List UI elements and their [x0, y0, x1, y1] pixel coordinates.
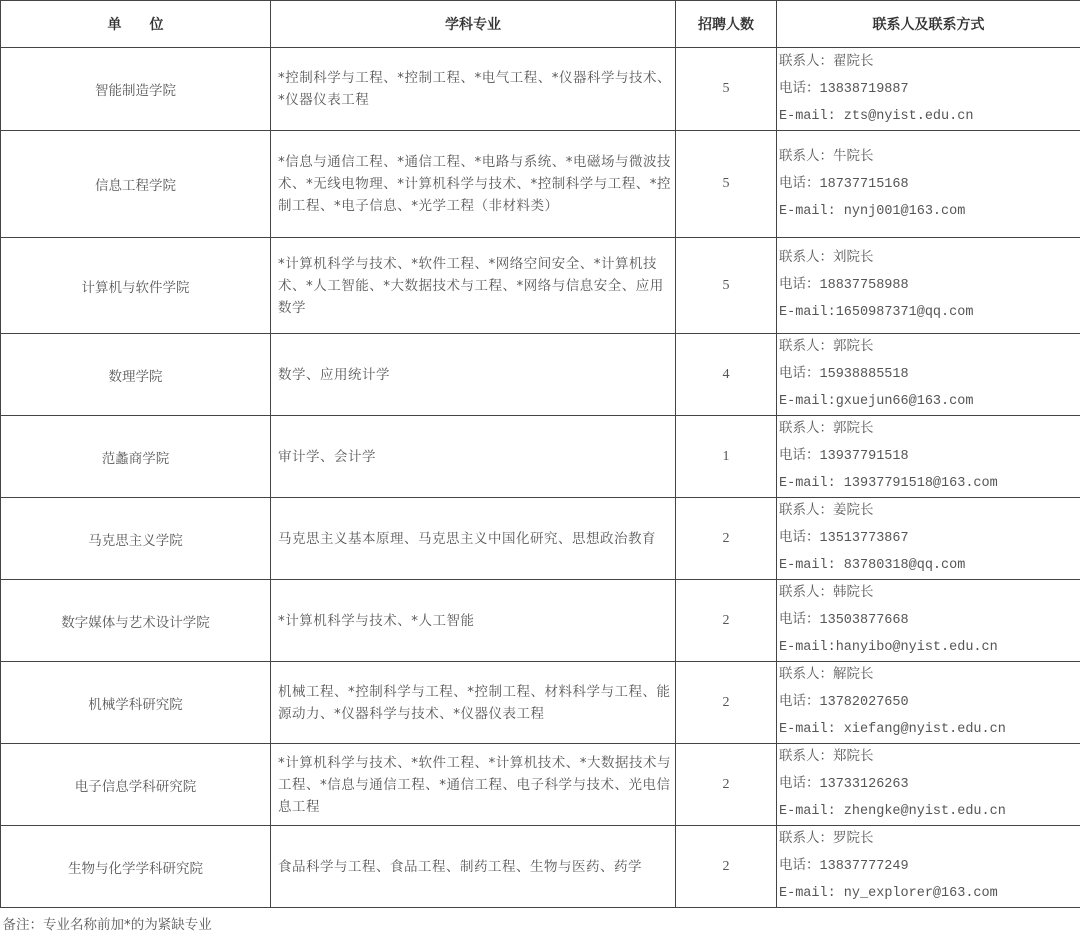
contact-phone: 电话：13838719887	[779, 81, 909, 97]
unit-cell: 计算机与软件学院	[1, 238, 271, 334]
major-cell: 食品科学与工程、食品工程、制药工程、生物与医药、药学	[271, 826, 676, 908]
count-cell: 5	[676, 131, 777, 238]
contact-cell	[777, 826, 1080, 908]
count-cell: 2	[676, 826, 777, 908]
count-cell: 5	[676, 48, 777, 131]
unit-cell: 范蠡商学院	[1, 416, 271, 498]
major-cell: 审计学、会计学	[271, 416, 676, 498]
major-cell: 数学、应用统计学	[271, 334, 676, 416]
contact-person: 联系人：郭院长	[779, 340, 874, 355]
contact-cell	[777, 334, 1080, 416]
contact-phone: 电话：13937791518	[779, 449, 909, 464]
contact-phone: 电话：13782027650	[779, 695, 909, 710]
contact-phone: 电话：13503877668	[779, 613, 909, 628]
contact-cell	[777, 131, 1080, 238]
header-major: 学科专业	[271, 1, 676, 48]
table-row	[1, 334, 1080, 416]
unit-cell: 数理学院	[1, 334, 271, 416]
contact-person: 联系人：郭院长	[779, 422, 874, 437]
count-cell: 2	[676, 744, 777, 826]
contact-person: 联系人：姜院长	[779, 504, 874, 519]
major-cell: *计算机科学与技术、*人工智能	[271, 580, 676, 662]
contact-email: E-mail: nynj001@163.com	[779, 203, 966, 219]
unit-cell: 数字媒体与艺术设计学院	[1, 580, 271, 662]
contact-email: E-mail:hanyibo@nyist.edu.cn	[779, 640, 998, 655]
contact-person: 联系人：解院长	[779, 668, 874, 683]
major-cell: *计算机科学与技术、*软件工程、*计算机技术、*大数据技术与工程、*信息与通信工程、*通信工程、电子科学与技术、光电信息工程	[271, 744, 676, 826]
major-cell: *控制科学与工程、*控制工程、*电气工程、*仪器科学与技术、*仪器仪表工程	[271, 48, 676, 131]
major-cell: 机械工程、*控制科学与工程、*控制工程、材料科学与工程、能源动力、*仪器科学与技术、*仪器仪表工程	[271, 662, 676, 744]
contact-email: E-mail:gxuejun66@163.com	[779, 394, 974, 409]
table-row	[1, 826, 1080, 908]
contact-phone: 电话：13513773867	[779, 531, 909, 546]
table-row	[1, 498, 1080, 580]
contact-cell	[777, 238, 1080, 334]
table-row	[1, 131, 1080, 238]
count-cell: 1	[676, 416, 777, 498]
unit-cell: 机械学科研究院	[1, 662, 271, 744]
contact-cell	[777, 416, 1080, 498]
contact-phone: 电话：18837758988	[779, 278, 909, 293]
major-cell: *信息与通信工程、*通信工程、*电路与系统、*电磁场与微波技术、*无线电物理、*计算机科学与技术、*控制科学与工程、*控制工程、*电子信息、*光学工程（非材料类）	[271, 131, 676, 238]
contact-phone: 电话：13837777249	[779, 859, 909, 874]
header-count: 招聘人数	[676, 1, 777, 48]
contact-cell	[777, 744, 1080, 826]
major-cell: 马克思主义基本原理、马克思主义中国化研究、思想政治教育	[271, 498, 676, 580]
contact-email: E-mail: ny_explorer@163.com	[779, 886, 998, 901]
footnote: 备注：专业名称前加*的为紧缺专业	[2, 917, 212, 933]
unit-cell: 智能制造学院	[1, 48, 271, 131]
table-row	[1, 580, 1080, 662]
contact-email: E-mail: zhengke@nyist.edu.cn	[779, 804, 1006, 819]
contact-phone: 电话：18737715168	[779, 176, 909, 192]
contact-email: E-mail: xiefang@nyist.edu.cn	[779, 722, 1006, 737]
contact-cell	[777, 662, 1080, 744]
table-row	[1, 48, 1080, 131]
table-row	[1, 238, 1080, 334]
unit-cell: 信息工程学院	[1, 131, 271, 238]
contact-email: E-mail: 83780318@qq.com	[779, 558, 966, 573]
unit-cell: 电子信息学科研究院	[1, 744, 271, 826]
contact-cell	[777, 580, 1080, 662]
contact-person: 联系人：牛院长	[779, 149, 874, 165]
contact-person: 联系人：翟院长	[779, 54, 874, 70]
contact-email: E-mail:1650987371@qq.com	[779, 305, 974, 320]
contact-email: E-mail: 13937791518@163.com	[779, 476, 998, 491]
table-row	[1, 744, 1080, 826]
contact-person: 联系人：韩院长	[779, 586, 874, 601]
contact-person: 联系人：郑院长	[779, 750, 874, 765]
major-cell: *计算机科学与技术、*软件工程、*网络空间安全、*计算机技术、*人工智能、*大数据技术与工程、*网络与信息安全、应用数学	[271, 238, 676, 334]
contact-person: 联系人：刘院长	[779, 251, 874, 266]
count-cell: 5	[676, 238, 777, 334]
table-row	[1, 662, 1080, 744]
count-cell: 4	[676, 334, 777, 416]
count-cell: 2	[676, 662, 777, 744]
contact-phone: 电话：13733126263	[779, 777, 909, 792]
unit-cell: 马克思主义学院	[1, 498, 271, 580]
header-contact: 联系人及联系方式	[777, 1, 1080, 48]
contact-person: 联系人：罗院长	[779, 832, 874, 847]
header-row	[1, 1, 1080, 48]
count-cell: 2	[676, 498, 777, 580]
contact-phone: 电话：15938885518	[779, 367, 909, 382]
table-row	[1, 416, 1080, 498]
count-cell: 2	[676, 580, 777, 662]
contact-cell	[777, 48, 1080, 131]
contact-cell	[777, 498, 1080, 580]
header-unit: 单 位	[1, 1, 271, 48]
contact-email: E-mail: zts@nyist.edu.cn	[779, 108, 974, 124]
unit-cell: 生物与化学学科研究院	[1, 826, 271, 908]
